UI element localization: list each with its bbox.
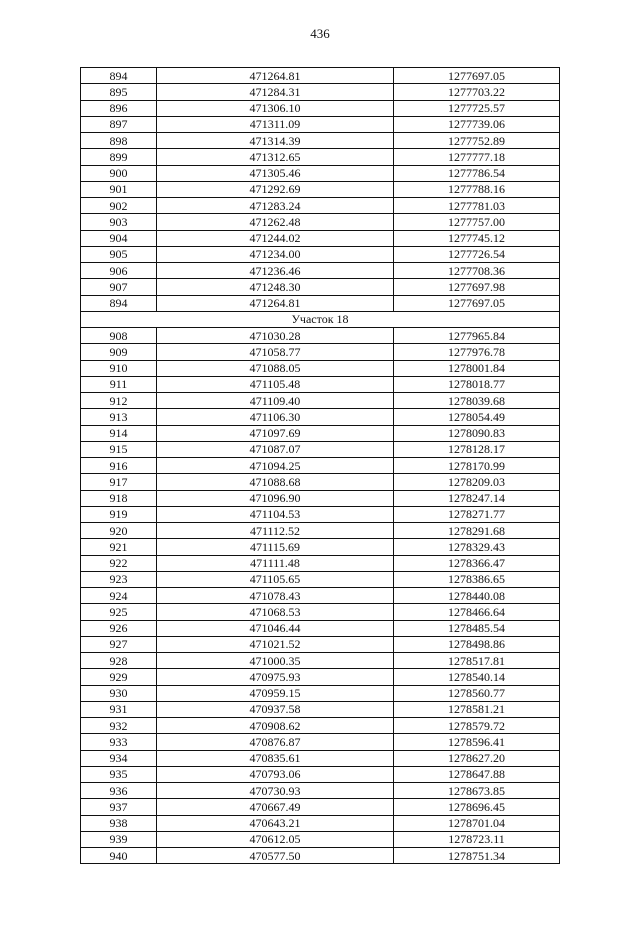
x-coordinate-cell: 470577.50 [157,848,394,864]
y-coordinate-cell: 1277703.22 [394,84,560,100]
x-coordinate-cell: 471106.30 [157,409,394,425]
table-row [81,393,560,409]
point-number-cell: 908 [81,328,157,344]
point-number-cell: 919 [81,506,157,522]
table-row [81,328,560,344]
y-coordinate-cell: 1278170.99 [394,458,560,474]
y-coordinate-cell: 1278540.14 [394,669,560,685]
table-row [81,799,560,815]
y-coordinate-cell: 1278329.43 [394,539,560,555]
coordinates-table-body [81,68,560,864]
point-number-cell: 923 [81,571,157,587]
table-row [81,604,560,620]
table-row [81,539,560,555]
point-number-cell: 894 [81,68,157,84]
x-coordinate-cell: 471312.65 [157,149,394,165]
x-coordinate-cell: 470793.06 [157,766,394,782]
point-number-cell: 939 [81,831,157,847]
coordinates-table [80,67,560,864]
table-row [81,230,560,246]
table-row [81,425,560,441]
y-coordinate-cell: 1278440.08 [394,588,560,604]
table-row [81,734,560,750]
point-number-cell: 934 [81,750,157,766]
x-coordinate-cell: 471248.30 [157,279,394,295]
x-coordinate-cell: 471111.48 [157,555,394,571]
x-coordinate-cell: 471000.35 [157,653,394,669]
y-coordinate-cell: 1278723.11 [394,831,560,847]
y-coordinate-cell: 1278271.77 [394,506,560,522]
point-number-cell: 909 [81,344,157,360]
table-row [81,555,560,571]
y-coordinate-cell: 1277739.06 [394,116,560,132]
y-coordinate-cell: 1277757.00 [394,214,560,230]
x-coordinate-cell: 471284.31 [157,84,394,100]
table-row [81,149,560,165]
table-row [81,636,560,652]
point-number-cell: 920 [81,523,157,539]
x-coordinate-cell: 470835.61 [157,750,394,766]
x-coordinate-cell: 471236.46 [157,263,394,279]
y-coordinate-cell: 1278579.72 [394,718,560,734]
page-number: 436 [310,26,330,41]
point-number-cell: 903 [81,214,157,230]
x-coordinate-cell: 471046.44 [157,620,394,636]
point-number-cell: 932 [81,718,157,734]
y-coordinate-cell: 1278751.34 [394,848,560,864]
table-row [81,279,560,295]
table-row [81,360,560,376]
y-coordinate-cell: 1277965.84 [394,328,560,344]
x-coordinate-cell: 471088.68 [157,474,394,490]
y-coordinate-cell: 1278581.21 [394,701,560,717]
y-coordinate-cell: 1278054.49 [394,409,560,425]
point-number-cell: 897 [81,116,157,132]
point-number-cell: 902 [81,198,157,214]
y-coordinate-cell: 1277786.54 [394,165,560,181]
point-number-cell: 905 [81,246,157,262]
x-coordinate-cell: 471244.02 [157,230,394,246]
x-coordinate-cell: 471264.81 [157,68,394,84]
table-row [81,295,560,311]
point-number-cell: 900 [81,165,157,181]
point-number-cell: 940 [81,848,157,864]
section-title: Участок 18 [81,311,560,327]
x-coordinate-cell: 471094.25 [157,458,394,474]
point-number-cell: 929 [81,669,157,685]
x-coordinate-cell: 471314.39 [157,133,394,149]
x-coordinate-cell: 471087.07 [157,441,394,457]
y-coordinate-cell: 1278090.83 [394,425,560,441]
point-number-cell: 898 [81,133,157,149]
point-number-cell: 921 [81,539,157,555]
table-row [81,669,560,685]
y-coordinate-cell: 1277777.18 [394,149,560,165]
y-coordinate-cell: 1277708.36 [394,263,560,279]
y-coordinate-cell: 1277697.98 [394,279,560,295]
table-row [81,653,560,669]
point-number-cell: 922 [81,555,157,571]
x-coordinate-cell: 471105.65 [157,571,394,587]
table-row [81,181,560,197]
table-row [81,165,560,181]
point-number-cell: 895 [81,84,157,100]
x-coordinate-cell: 470876.87 [157,734,394,750]
table-row [81,100,560,116]
point-number-cell: 912 [81,393,157,409]
x-coordinate-cell: 470975.93 [157,669,394,685]
point-number-cell: 938 [81,815,157,831]
y-coordinate-cell: 1278596.41 [394,734,560,750]
x-coordinate-cell: 471078.43 [157,588,394,604]
x-coordinate-cell: 470667.49 [157,799,394,815]
x-coordinate-cell: 471234.00 [157,246,394,262]
point-number-cell: 899 [81,149,157,165]
x-coordinate-cell: 471096.90 [157,490,394,506]
y-coordinate-cell: 1278386.65 [394,571,560,587]
y-coordinate-cell: 1278647.88 [394,766,560,782]
x-coordinate-cell: 471058.77 [157,344,394,360]
table-row [81,506,560,522]
y-coordinate-cell: 1277976.78 [394,344,560,360]
x-coordinate-cell: 471105.48 [157,376,394,392]
point-number-cell: 917 [81,474,157,490]
x-coordinate-cell: 471068.53 [157,604,394,620]
point-number-cell: 925 [81,604,157,620]
x-coordinate-cell: 471292.69 [157,181,394,197]
y-coordinate-cell: 1278209.03 [394,474,560,490]
y-coordinate-cell: 1278018.77 [394,376,560,392]
y-coordinate-cell: 1278366.47 [394,555,560,571]
point-number-cell: 936 [81,783,157,799]
point-number-cell: 911 [81,376,157,392]
section-header-row [81,311,560,327]
x-coordinate-cell: 470730.93 [157,783,394,799]
y-coordinate-cell: 1278485.54 [394,620,560,636]
table-row [81,490,560,506]
table-row [81,783,560,799]
y-coordinate-cell: 1277726.54 [394,246,560,262]
x-coordinate-cell: 470937.58 [157,701,394,717]
y-coordinate-cell: 1278466.64 [394,604,560,620]
point-number-cell: 937 [81,799,157,815]
x-coordinate-cell: 471264.81 [157,295,394,311]
y-coordinate-cell: 1278128.17 [394,441,560,457]
point-number-cell: 927 [81,636,157,652]
table-row [81,571,560,587]
table-row [81,815,560,831]
x-coordinate-cell: 471112.52 [157,523,394,539]
y-coordinate-cell: 1278001.84 [394,360,560,376]
point-number-cell: 906 [81,263,157,279]
table-row [81,523,560,539]
table-row [81,766,560,782]
x-coordinate-cell: 471030.28 [157,328,394,344]
y-coordinate-cell: 1277788.16 [394,181,560,197]
x-coordinate-cell: 471109.40 [157,393,394,409]
table-row [81,701,560,717]
x-coordinate-cell: 471088.05 [157,360,394,376]
table-row [81,133,560,149]
x-coordinate-cell: 471305.46 [157,165,394,181]
x-coordinate-cell: 471021.52 [157,636,394,652]
x-coordinate-cell: 471115.69 [157,539,394,555]
point-number-cell: 926 [81,620,157,636]
point-number-cell: 896 [81,100,157,116]
y-coordinate-cell: 1278039.68 [394,393,560,409]
point-number-cell: 918 [81,490,157,506]
point-number-cell: 935 [81,766,157,782]
point-number-cell: 931 [81,701,157,717]
y-coordinate-cell: 1277697.05 [394,68,560,84]
point-number-cell: 933 [81,734,157,750]
y-coordinate-cell: 1278560.77 [394,685,560,701]
table-row [81,831,560,847]
table-row [81,588,560,604]
table-row [81,116,560,132]
table-row [81,84,560,100]
point-number-cell: 930 [81,685,157,701]
table-row [81,246,560,262]
point-number-cell: 913 [81,409,157,425]
table-row [81,458,560,474]
table-row [81,685,560,701]
y-coordinate-cell: 1278696.45 [394,799,560,815]
point-number-cell: 916 [81,458,157,474]
x-coordinate-cell: 471311.09 [157,116,394,132]
point-number-cell: 924 [81,588,157,604]
x-coordinate-cell: 471097.69 [157,425,394,441]
y-coordinate-cell: 1277725.57 [394,100,560,116]
y-coordinate-cell: 1277697.05 [394,295,560,311]
table-row [81,68,560,84]
table-row [81,376,560,392]
table-row [81,214,560,230]
x-coordinate-cell: 471262.48 [157,214,394,230]
table-row [81,344,560,360]
point-number-cell: 910 [81,360,157,376]
table-row [81,848,560,864]
table-row [81,474,560,490]
point-number-cell: 907 [81,279,157,295]
y-coordinate-cell: 1277781.03 [394,198,560,214]
point-number-cell: 915 [81,441,157,457]
y-coordinate-cell: 1278517.81 [394,653,560,669]
x-coordinate-cell: 470908.62 [157,718,394,734]
y-coordinate-cell: 1277745.12 [394,230,560,246]
y-coordinate-cell: 1278627.20 [394,750,560,766]
x-coordinate-cell: 470959.15 [157,685,394,701]
y-coordinate-cell: 1277752.89 [394,133,560,149]
point-number-cell: 904 [81,230,157,246]
x-coordinate-cell: 471283.24 [157,198,394,214]
point-number-cell: 914 [81,425,157,441]
table-row [81,409,560,425]
y-coordinate-cell: 1278247.14 [394,490,560,506]
table-row [81,750,560,766]
point-number-cell: 901 [81,181,157,197]
table-row [81,441,560,457]
table-row [81,620,560,636]
point-number-cell: 894 [81,295,157,311]
point-number-cell: 928 [81,653,157,669]
table-row [81,718,560,734]
y-coordinate-cell: 1278673.85 [394,783,560,799]
y-coordinate-cell: 1278291.68 [394,523,560,539]
x-coordinate-cell: 470612.05 [157,831,394,847]
x-coordinate-cell: 470643.21 [157,815,394,831]
y-coordinate-cell: 1278498.86 [394,636,560,652]
table-row [81,198,560,214]
x-coordinate-cell: 471104.53 [157,506,394,522]
y-coordinate-cell: 1278701.04 [394,815,560,831]
table-row [81,263,560,279]
x-coordinate-cell: 471306.10 [157,100,394,116]
